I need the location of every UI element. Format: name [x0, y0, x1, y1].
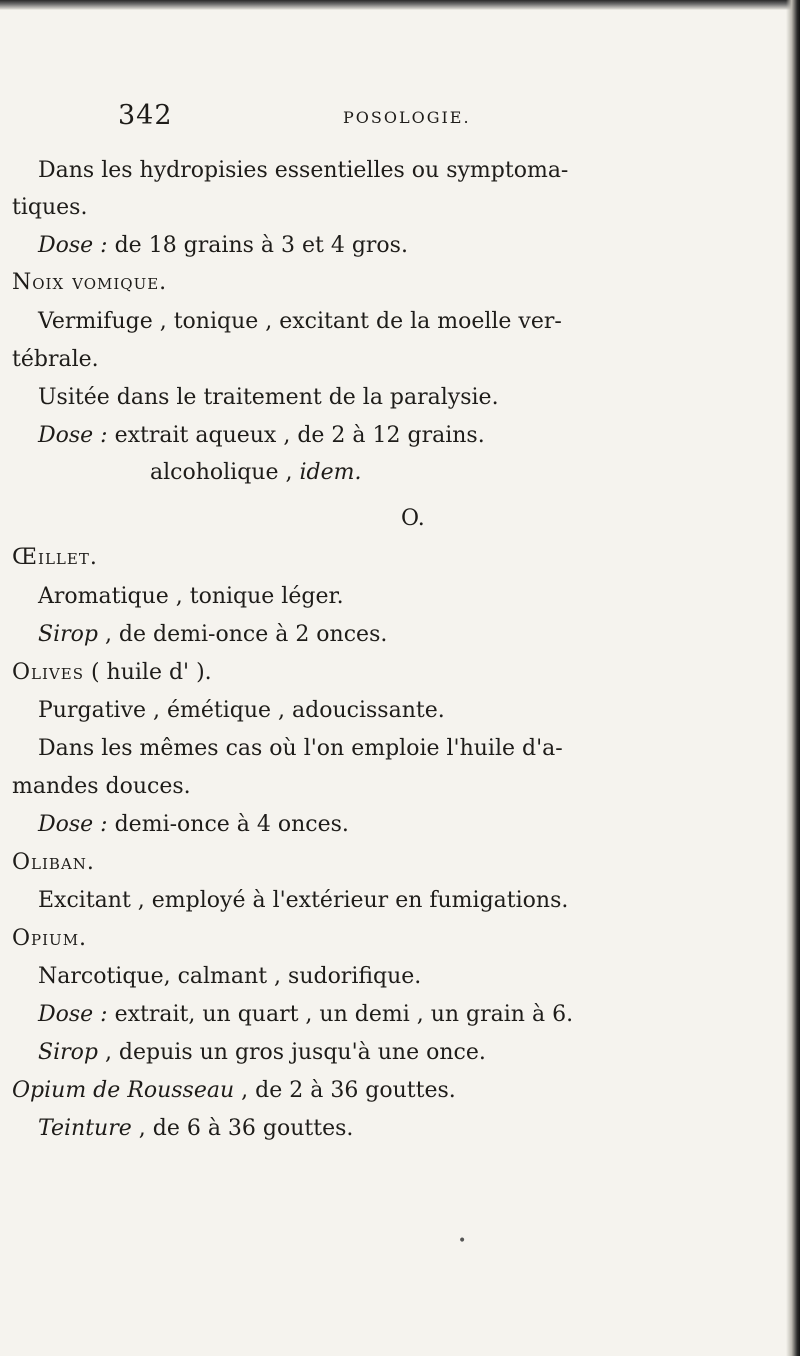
page-header — [38, 100, 758, 140]
dose-line — [38, 812, 349, 838]
dose-label: Dose : — [38, 1002, 108, 1027]
text-line: Aromatique , tonique léger. — [38, 584, 344, 609]
ornament-dot: • — [458, 1233, 467, 1249]
sirop-label: Sirop — [38, 1040, 98, 1065]
book-page — [12, 100, 758, 1141]
dose-label: Dose : — [38, 423, 108, 448]
dose-value: extrait, un quart , un demi , un grain à 6. — [107, 1002, 574, 1027]
sirop-value: , de demi-once à 2 onces. — [97, 622, 388, 647]
entry-heading-oliban: Oliban. — [12, 850, 95, 875]
dose-value: de 18 grains à 3 et 4 gros. — [107, 233, 408, 258]
text-line: tébrale. — [12, 347, 99, 372]
text-line: Vermifuge , tonique , excitant de la moelle ver- — [38, 309, 562, 334]
sirop-value: , depuis un gros jusqu'à une once. — [97, 1040, 486, 1065]
dose-line — [38, 233, 408, 259]
opium-rousseau-line — [12, 1078, 456, 1104]
entry-heading-olives — [12, 660, 212, 686]
text-line: Narcotique, calmant , sudorifique. — [38, 964, 422, 989]
running-head: POSOLOGIE. — [343, 108, 471, 127]
page-number: 342 — [118, 100, 173, 131]
dose-value: alcoholique , — [150, 460, 300, 485]
scan-edge-right — [786, 0, 800, 1356]
preparation-value: , de 2 à 36 gouttes. — [234, 1078, 456, 1103]
text-line: Excitant , employé à l'extérieur en fumigations. — [38, 888, 569, 913]
idem-label: idem. — [299, 460, 362, 485]
sirop-label: Sirop — [38, 622, 98, 647]
text-line: mandes douces. — [12, 774, 191, 799]
entry-heading-oeillet: Œillet. — [12, 545, 98, 570]
dose-value: extrait aqueux , de 2 à 12 grains. — [107, 423, 485, 448]
text-line: Dans les hydropisies essentielles ou symptoma- — [38, 158, 569, 183]
sirop-line — [38, 1040, 486, 1066]
dose-line — [38, 423, 485, 449]
dose-continuation — [150, 460, 361, 486]
entry-heading-noix-vomique: Noix vomique. — [12, 270, 168, 295]
text-line: tiques. — [12, 195, 88, 220]
teinture-line — [38, 1116, 353, 1142]
scan-edge-top — [0, 0, 800, 10]
dose-label: Dose : — [38, 233, 108, 258]
dose-line — [38, 1002, 573, 1028]
text-line: Purgative , émétique , adoucissante. — [38, 698, 445, 723]
text-line: Dans les mêmes cas où l'on emploie l'huile d'a- — [38, 736, 563, 761]
heading-suffix: ( huile d' ). — [83, 660, 212, 685]
sirop-line — [38, 622, 387, 648]
dose-value: demi-once à 4 onces. — [107, 812, 349, 837]
preparation-value: , de 6 à 36 gouttes. — [131, 1116, 354, 1141]
text-line: Usitée dans le traitement de la paralysie. — [38, 385, 499, 410]
heading-word: Olives — [12, 660, 84, 685]
entry-heading-opium: Opium. — [12, 926, 88, 951]
preparation-label: Opium de Rousseau — [12, 1078, 235, 1103]
section-letter: O. — [401, 506, 425, 531]
dose-label: Dose : — [38, 812, 108, 837]
preparation-label: Teinture — [38, 1116, 132, 1141]
